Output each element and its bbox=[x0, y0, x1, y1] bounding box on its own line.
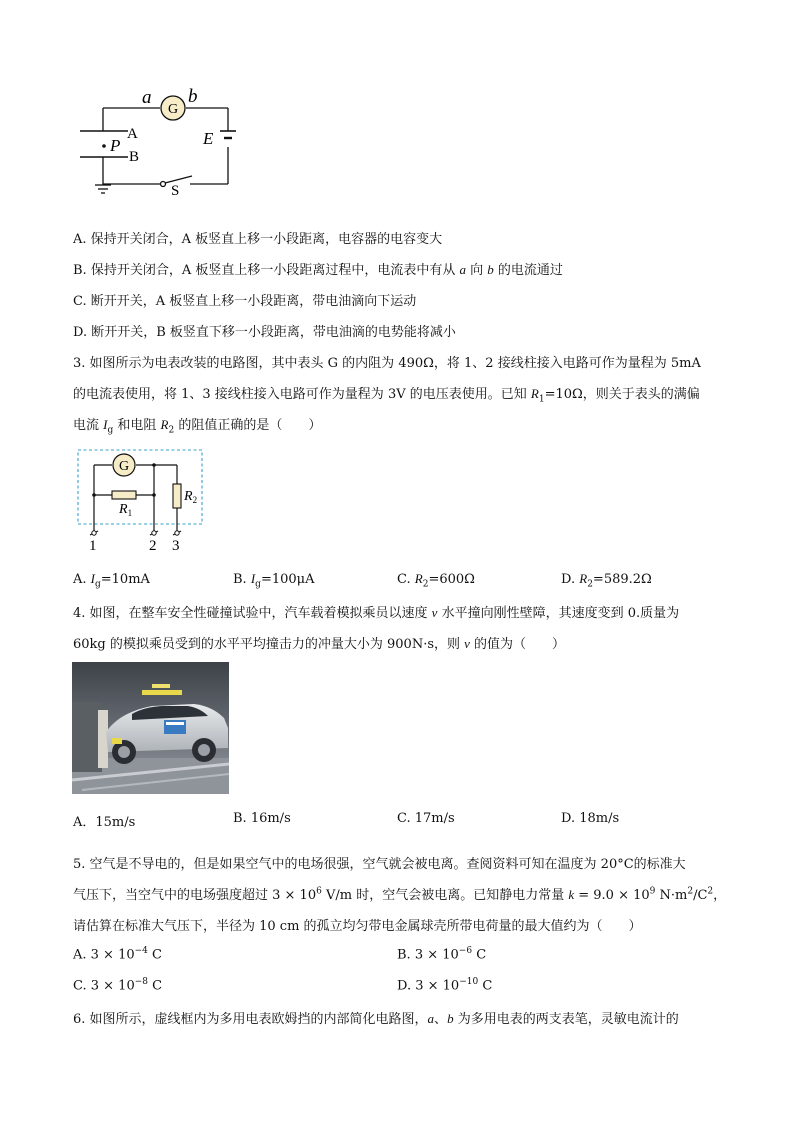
q3-option-d: D. $R_2=589.2\Omega$ bbox=[561, 571, 652, 590]
emf-label: E bbox=[203, 129, 214, 148]
q5-line-1: 5. 空气是不导电的，但是如果空气中的电场很强，空气就会被电离。查阅资料可知在温度为 20°C的标准大 bbox=[73, 857, 686, 872]
q5-option-d: D. $3 \times 10^{-10}$ C bbox=[397, 977, 493, 994]
q5-option-c: C. $3 \times 10^{-8}$ C bbox=[73, 977, 163, 994]
q3-option-a: A. $I_g=10mA$ bbox=[73, 571, 150, 590]
terminal-3-label: 3 bbox=[172, 538, 180, 553]
q5-option-a: A. $3 \times 10^{-4}$ C bbox=[73, 946, 162, 963]
q4-option-a: A．15m/s bbox=[73, 815, 136, 830]
dashed-frame bbox=[78, 450, 202, 524]
r2-label: $R_2$ bbox=[184, 489, 198, 505]
q6-line-1: 6. 如图所示，虚线框内为多用电表欧姆挡的内部简化电路图，a、b 为多用电表的两支表笔，灵敏电流计的 bbox=[73, 1011, 679, 1027]
q4-option-d: D. 18m/s bbox=[561, 811, 620, 826]
q2-option-b: B. 保持开关闭合，A 板竖直上移一小段距离过程中，电流表中有从 a 向 b 的电流通过 bbox=[73, 262, 563, 278]
galvanometer-label: G bbox=[167, 102, 179, 117]
q3-option-c: C. $R_2=600\Omega$ bbox=[397, 571, 475, 590]
q4-line-1: 4. 如图，在整车安全性碰撞试验中，汽车载着模拟乘员以速度 v 水平撞向刚性壁障，其速度变到 0.质量为 bbox=[73, 605, 680, 621]
q4-line-2: 60kg 的模拟乘员受到的水平平均撞击力的冲量大小为 900N·s，则 v 的值为（ ） bbox=[73, 636, 566, 652]
terminal-1-icon bbox=[92, 531, 96, 535]
q2-option-a: A. 保持开关闭合，A 板竖直上移一小段距离，电容器的电容变大 bbox=[73, 232, 443, 247]
capacitor-circuit-diagram bbox=[70, 82, 245, 204]
terminal-3-icon bbox=[175, 531, 179, 535]
q3-line-3: 电流 $I_g$ 和电阻 $R_2$ 的阻值正确的是（ ） bbox=[73, 417, 322, 436]
q2-option-d: D. 断开开关，B 板竖直下移一小段距离，带电油滴的电势能将减小 bbox=[73, 325, 456, 340]
q4-option-b: B. 16m/s bbox=[233, 811, 291, 826]
q3-line-1: 3. 如图所示为电表改装的电路图，其中表头 G 的内阻为 490Ω，将 1、2 接线柱接入电路可作为量程为 5mA bbox=[73, 356, 701, 371]
q5-option-b: B. $3 \times 10^{-6}$ C bbox=[397, 946, 487, 963]
resistor-r2-icon bbox=[173, 484, 181, 508]
terminal-2-label: 2 bbox=[149, 538, 157, 553]
terminal-2-icon bbox=[152, 531, 156, 535]
q3-option-b: B. $I_g=100\mu A$ bbox=[233, 571, 315, 590]
switch-s-label: S bbox=[171, 183, 180, 199]
r1-label: $R_1$ bbox=[119, 502, 133, 518]
crash-test-photo bbox=[72, 662, 229, 794]
q5-line-3: 请估算在标准大气压下，半径为 10 cm 的孤立均匀带电金属球壳所带电荷量的最大值约为（ ） bbox=[73, 919, 642, 934]
terminal-a-label: a bbox=[142, 87, 152, 108]
q2-option-c: C. 断开开关，A 板竖直上移一小段距离，带电油滴向下运动 bbox=[73, 294, 417, 309]
resistor-r1-icon bbox=[112, 491, 136, 499]
q4-option-c: C. 17m/s bbox=[397, 811, 455, 826]
terminal-b-label: b bbox=[188, 86, 198, 107]
terminal-1-label: 1 bbox=[89, 538, 97, 553]
meter-conversion-circuit-diagram bbox=[74, 447, 206, 553]
oil-drop-icon bbox=[102, 144, 106, 148]
plate-a-label: A bbox=[127, 126, 138, 142]
galvanometer-label: G bbox=[118, 459, 130, 474]
q3-line-2: 的电流表使用，将 1、3 接线柱接入电路可作为量程为 3V 的电压表使用。已知 $R_1=10\Omega$，则关于表头的满偏 bbox=[73, 386, 700, 405]
plate-b-label: B bbox=[129, 149, 140, 165]
point-p-label: P bbox=[110, 136, 121, 155]
q5-line-2: 气压下，当空气中的电场强度超过 $3 \times 10^6$ V/m 时，空气会被电离。已知静电力常量 $k = 9.0 \times 10^9$ $N\cdot m^2/C^2$， bbox=[73, 886, 727, 903]
